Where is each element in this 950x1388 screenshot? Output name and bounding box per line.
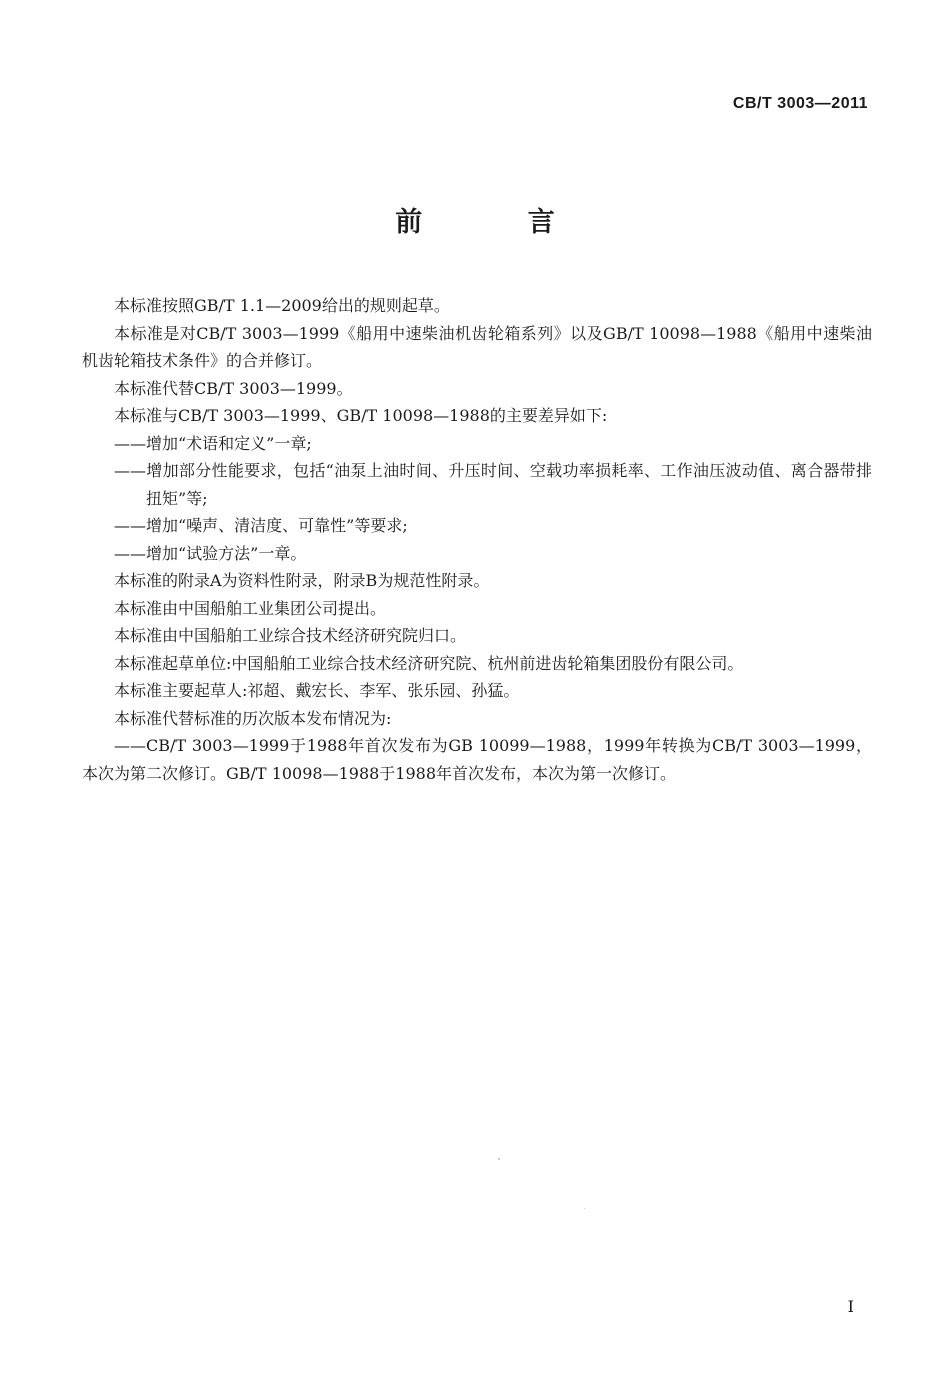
difference-item: ——增加部分性能要求，包括“油泵上油时间、升压时间、空载功率损耗率、工作油压波动值、离合器带排扭矩”等; xyxy=(114,461,872,508)
paragraph-history-intro: 本标准代替标准的历次版本发布情况为: xyxy=(114,708,392,728)
paragraph-revision-basis: 本标准是对CB/T 3003—1999《船用中速柴油机齿轮箱系列》以及GB/T 10098—1988《船用中速柴油机齿轮箱技术条件》的合并修订。 xyxy=(82,323,872,370)
paragraph-replaces: 本标准代替CB/T 3003—1999。 xyxy=(114,378,353,398)
page-number: I xyxy=(847,1297,854,1316)
scan-speck xyxy=(498,1158,500,1160)
paragraph-administrator: 本标准由中国船舶工业综合技术经济研究院归口。 xyxy=(114,626,467,645)
paragraph-drafting-rules: 本标准按照GB/T 1.1—2009给出的规则起草。 xyxy=(114,296,450,315)
difference-item: ——增加“试验方法”一章。 xyxy=(114,543,307,563)
paragraph-proposer: 本标准由中国船舶工业集团公司提出。 xyxy=(114,598,387,618)
paragraph-appendix: 本标准的附录A为资料性附录，附录B为规范性附录。 xyxy=(114,571,490,590)
document-body xyxy=(82,292,872,787)
paragraph-drafting-units: 本标准起草单位:中国船舶工业综合技术经济研究院、杭州前进齿轮箱集团股份有限公司。 xyxy=(114,653,744,673)
history-item: ——CB/T 3003—1999于1988年首次发布为GB 10099—1988，1999年转换为CB/T 3003—1999，本次为第二次修订。GB/T 10098—1988于1988年首次发布，本次为第一次修订。 xyxy=(82,736,872,783)
difference-item: ——增加“术语和定义”一章; xyxy=(114,433,312,453)
standard-code: CB/T 3003—2011 xyxy=(732,95,868,112)
scan-speck xyxy=(584,1208,585,1209)
difference-item: ——增加“噪声、清洁度、可靠性”等要求; xyxy=(114,516,408,535)
page-title: 前 言 xyxy=(395,207,603,238)
paragraph-drafters: 本标准主要起草人:祁超、戴宏长、李军、张乐园、孙猛。 xyxy=(114,681,520,700)
paragraph-differences-intro: 本标准与CB/T 3003—1999、GB/T 10098—1988的主要差异如下: xyxy=(114,406,608,425)
